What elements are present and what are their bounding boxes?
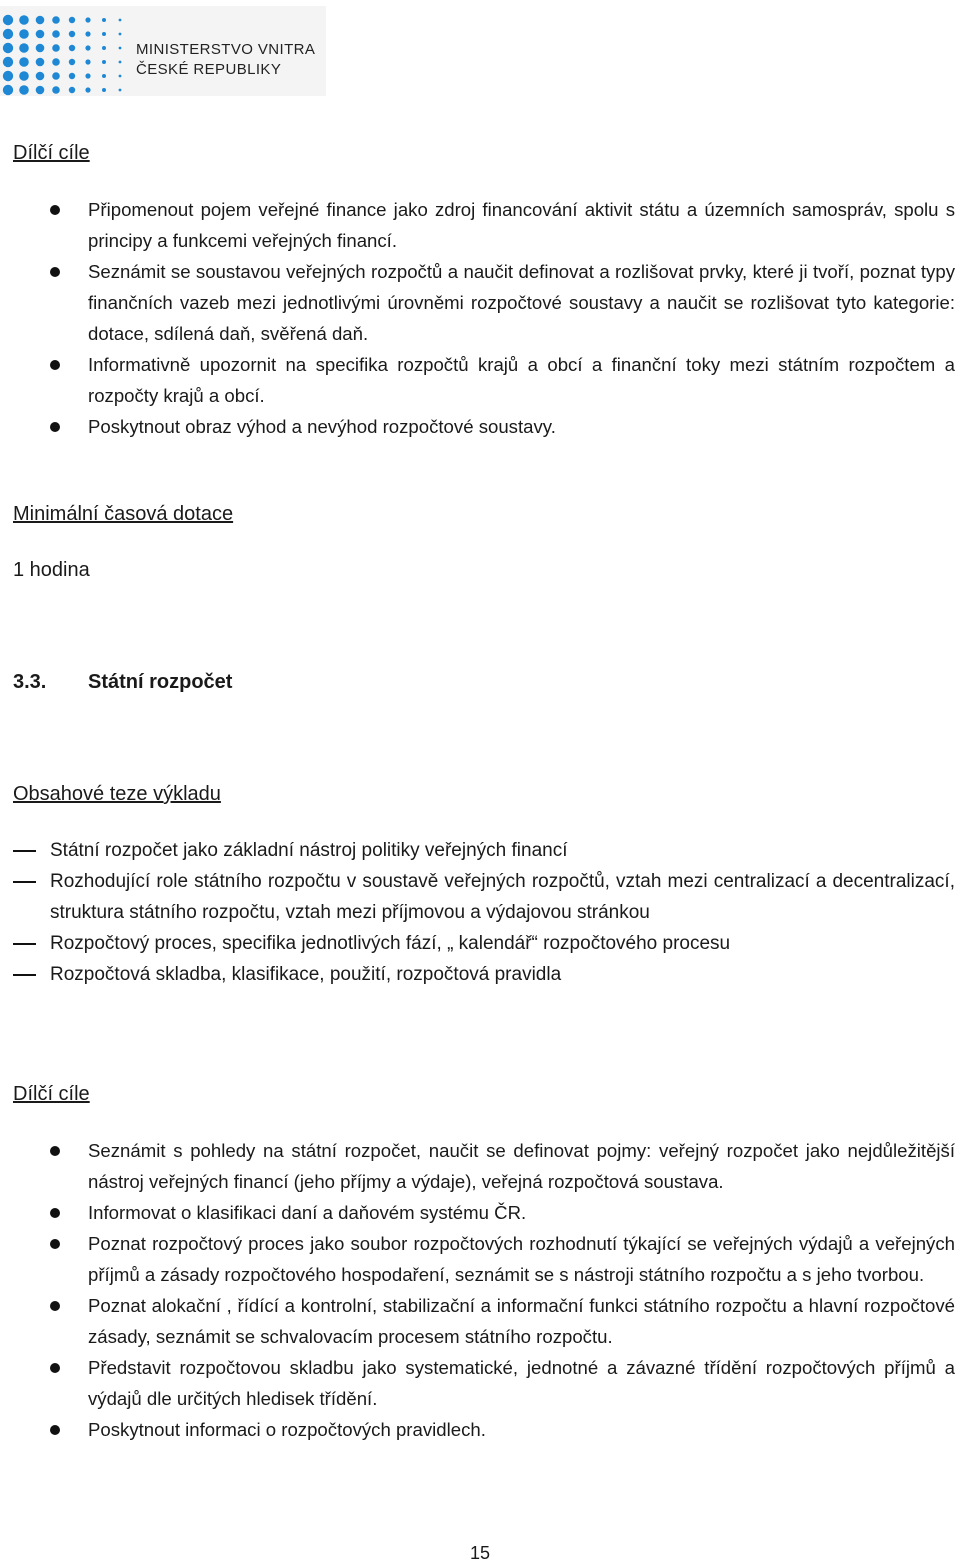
list-item: Seznámit se soustavou veřejných rozpočtů a naučit definovat a rozlišovat prvky, které ji tvoří, poznat typy finančních vazeb mezi jednotlivými úrovněmi rozpočtové soustavy a naučit se rozlišovat tyto kategorie: dotace, sdílená daň, svěřená daň. <box>0 256 960 349</box>
list-item: Informovat o klasifikaci daní a daňovém systému ČR. <box>0 1197 960 1228</box>
list-item: Poznat rozpočtový proces jako soubor rozpočtových rozhodnutí týkající se veřejných výdajů a veřejných příjmů a zásady rozpočtového hospodaření, seznámit se s nástroji státního rozpočtu a s jeho tvorbou. <box>0 1228 960 1290</box>
list-item: Připomenout pojem veřejné finance jako zdroj financování aktivit státu a územních samospráv, spolu s principy a funkcemi veřejných financí. <box>0 194 960 256</box>
section-heading-dilci-cile: Dílčí cíle <box>13 142 90 164</box>
list-item: Informativně upozornit na specifika rozpočtů krajů a obcí a finanční toky mezi státním rozpočtem a rozpočty krajů a obcí. <box>0 349 960 411</box>
list-item: Poskytnout informaci o rozpočtových pravidlech. <box>0 1414 960 1445</box>
list-item: Rozhodující role státního rozpočtu v soustavě veřejných rozpočtů, vztah mezi centralizací a decentralizací, struktura státního rozpočtu, vztah mezi příjmovou a výdajovou stránkou <box>0 866 960 928</box>
list-item: Představit rozpočtovou skladbu jako systematické, jednotné a závazné třídění rozpočtových příjmů a výdajů dle určitých hledisek třídění. <box>0 1352 960 1414</box>
bullet-icon <box>50 1208 60 1218</box>
logo-line-1: MINISTERSTVO VNITRA <box>136 41 316 58</box>
logo-dot-grid-icon <box>0 12 130 96</box>
time-heading: Minimální časová dotace <box>13 503 234 525</box>
theses-list <box>0 835 960 990</box>
goals-list-2 <box>0 1135 960 1445</box>
bullet-icon <box>50 360 60 370</box>
dash-icon <box>13 881 36 883</box>
chapter-name: Státní rozpočet <box>88 671 233 693</box>
list-item: Rozpočtová skladba, klasifikace, použití, rozpočtová pravidla <box>0 959 960 990</box>
list-item: Rozpočtový proces, specifika jednotlivých fází, „ kalendář“ rozpočtového procesu <box>0 928 960 959</box>
bullet-icon <box>50 1146 60 1156</box>
ministry-logo <box>0 6 326 96</box>
page-number: 15 <box>469 1543 491 1563</box>
logo-text <box>136 40 315 80</box>
dash-icon <box>13 974 36 976</box>
dash-icon <box>13 850 36 852</box>
dash-icon <box>13 943 36 945</box>
section-heading-dilci-cile-2: Dílčí cíle <box>13 1083 90 1105</box>
list-item: Státní rozpočet jako základní nástroj politiky veřejných financí <box>0 835 960 866</box>
logo-line-2: ČESKÉ REPUBLIKY <box>136 61 282 78</box>
bullet-icon <box>50 1239 60 1249</box>
chapter-title <box>13 670 232 694</box>
bullet-icon <box>50 422 60 432</box>
chapter-number: 3.3. <box>13 671 47 693</box>
list-item: Poznat alokační , řídící a kontrolní, stabilizační a informační funkci státního rozpočtu a hlavní rozpočtové zásady, seznámit se schvalovacím procesem státního rozpočtu. <box>0 1290 960 1352</box>
bullet-icon <box>50 1301 60 1311</box>
theses-heading: Obsahové teze výkladu <box>13 783 221 805</box>
list-item: Poskytnout obraz výhod a nevýhod rozpočtové soustavy. <box>0 411 960 442</box>
bullet-icon <box>50 1363 60 1373</box>
bullet-icon <box>50 267 60 277</box>
bullet-icon <box>50 1425 60 1435</box>
bullet-icon <box>50 205 60 215</box>
goals-list-1 <box>0 194 960 442</box>
time-value: 1 hodina <box>13 559 90 581</box>
list-item: Seznámit s pohledy na státní rozpočet, naučit se definovat pojmy: veřejný rozpočet jako nejdůležitější nástroj veřejných financí (jeho příjmy a výdaje), veřejná rozpočtová soustava. <box>0 1135 960 1197</box>
